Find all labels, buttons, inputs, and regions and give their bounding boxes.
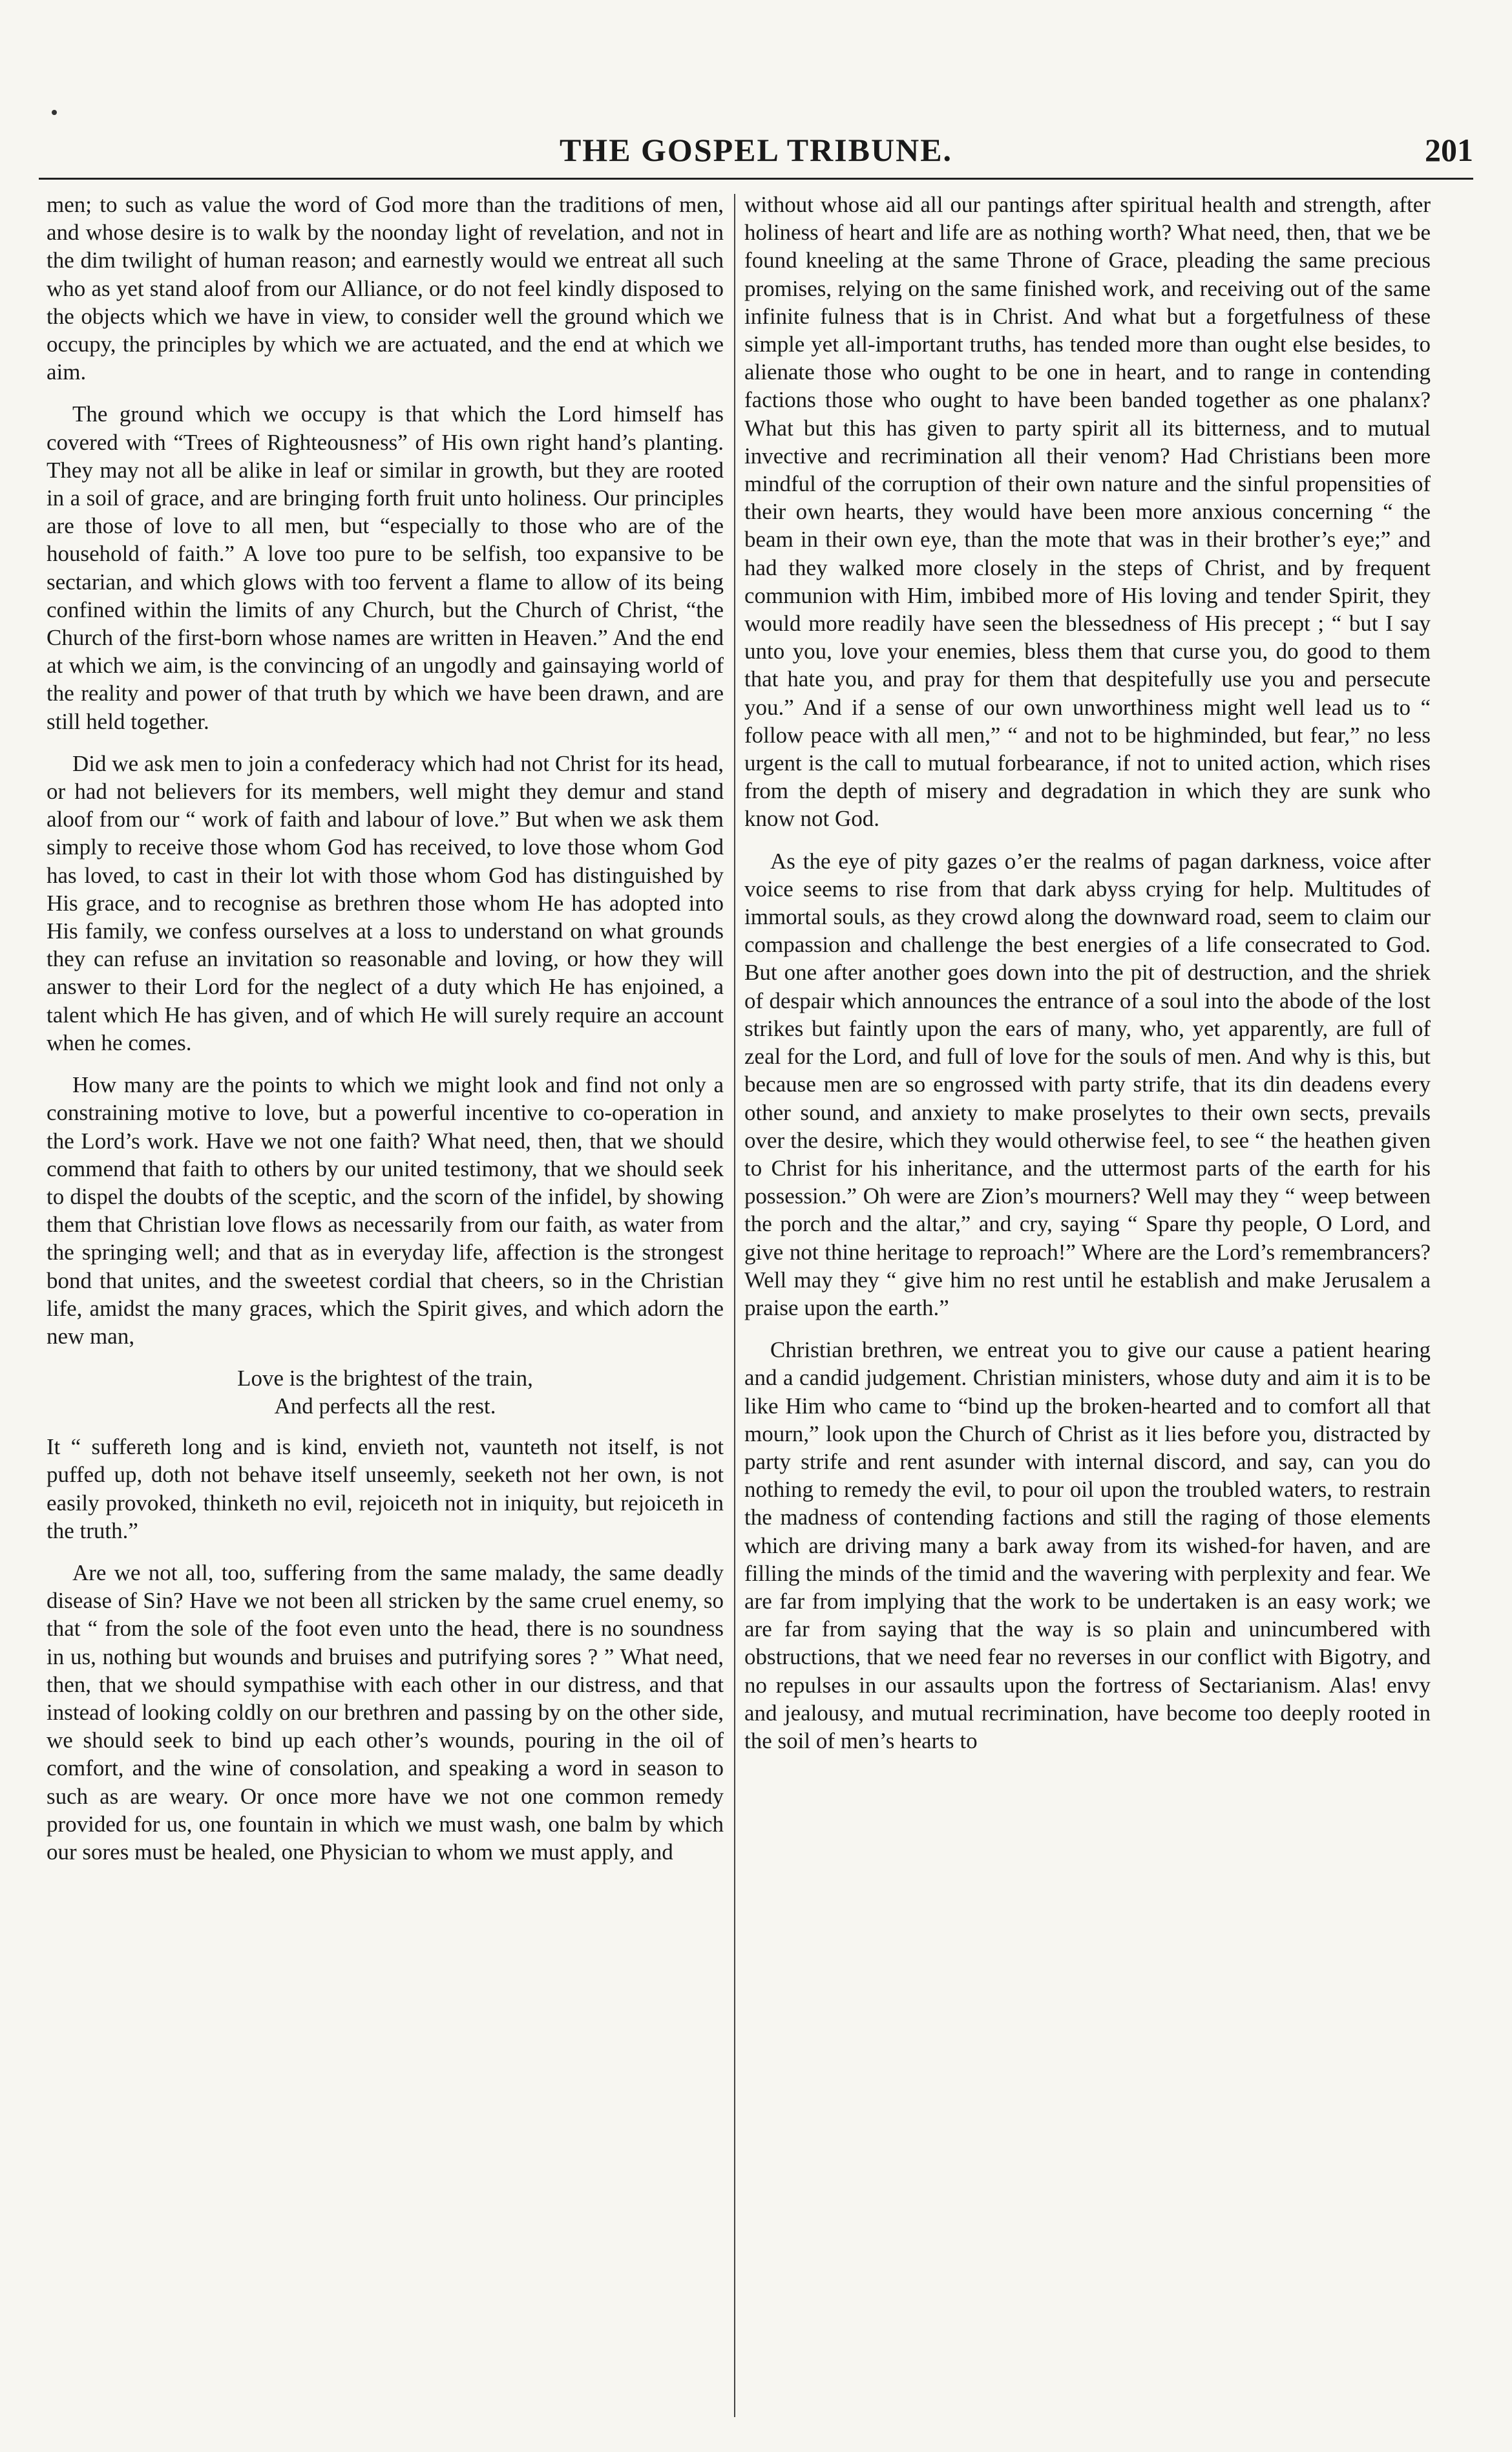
right-column	[744, 191, 1431, 2420]
paragraph: How many are the points to which we might look and find not only a constraining motive to love, but a powerful incentive to co-operation in the Lord’s work. Have we not one faith? What need, then, that we should commend that faith to others by our united testimony, that we should seek to dispel the doubts of the sceptic, and the scorn of the infidel, by showing them that Christian love flows as necessarily from our faith, as water from the springing well; and that as in everyday life, affection is the strongest bond that unites, and the sweetest cordial that cheers, so in the Christian life, amidst the many graces, which the Spirit gives, and which adorn the new man,	[47, 1072, 724, 1349]
page-number: 201	[1425, 132, 1473, 168]
publication-title: THE GOSPEL TRIBUNE.	[559, 132, 953, 168]
verse-line: And perfects all the rest.	[274, 1393, 496, 1419]
column-divider	[734, 194, 735, 2417]
paragraph: Are we not all, too, suffering from the same malady, the same deadly disease of Sin? Have we not been all stricken by the same cruel enemy, so that “ from the sole of the foot even unto the head, there is no soundness in us, nothing but wounds and bruises and putrifying sores ? ” What need, then, that we should sympathise with each other in our distress, and that instead of looking coldly on our brethren and passing by on the other side, we should seek to bind up each other’s wounds, pouring in the oil of comfort, and the wine of consolation, and speaking a word in season to such as are weary. Or once more have we not one common remedy provided for us, one fountain in which we must wash, one balm by which our sores must be healed, one Physician to whom we must apply, and	[47, 1559, 724, 1865]
left-column	[47, 191, 724, 2420]
verse-line: Love is the brightest of the train,	[237, 1366, 533, 1391]
paragraph: It “ suffereth long and is kind, envieth not, vaunteth not itself, is not puffed up, doth not behave itself unseemly, seeketh not her own, is not easily provoked, thinketh no evil, rejoiceth not in iniquity, but rejoiceth in the truth.”	[47, 1434, 724, 1543]
verse-quote	[47, 1364, 724, 1420]
paragraph: Christian brethren, we entreat you to give our cause a patient hearing and a candid judgement. Christian ministers, whose duty and aim it is to be like Him who came to “bind up the broken-hearted and to comfort all that mourn,” look upon the Church of Christ as it lies before you, distracted by party strife and rent asunder with internal discord, and say, can you do nothing to remedy the evil, to pour oil upon the troubled waters, to restrain the madness of contending factions and still the raging of those elements which are driving many a bark away from its wished-for haven, and are filling the minds of the timid and the wavering with perplexity and fear. We are far from implying that the work to be undertaken is an easy work; we are far from saying that the way is so plain and unincumbered with obstructions, that we need fear no reverses in our conflict with Bigotry, and no repulses in our assaults upon the fortress of Sectarianism. Alas! envy and jealousy, and mutual recrimination, have become too deeply rooted in the soil of men’s hearts to	[744, 1337, 1431, 1753]
ink-dot	[52, 110, 57, 115]
paragraph: without whose aid all our pantings after spiritual health and strength, after holiness of heart and life are as nothing worth? What need, then, that we be found kneeling at the same Throne of Grace, pleading the same precious promises, relying on the same finished work, and receiving out of the same infinite fulness that is in Christ. And what but a forgetfulness of these simple yet all-important truths, has tended more than ought else besides, to alienate those who ought to be one in heart, and to range in contending factions those who ought to have been banded together as one phalanx? What but this has given to party spirit all its bitterness, and to mutual invective and recrimination all their venom? Had Christians been more mindful of the corruption of their own nature and the sinful propensities of their own hearts, they would have been more anxious concerning “ the beam in their own eye, than the mote that was in their brother’s eye;” and had they walked more closely in the steps of Christ, and by frequent communion with Him, imbibed more of His loving and tender Spirit, they would more readily have seen the blessedness of His precept ; “ but I say unto you, love your enemies, bless them that curse you, do good to them that hate you, and pray for them that despitefully use you and persecute you.” And if a sense of our own unworthiness might well lead us to “ follow peace with all men,” “ and not to be highminded, but fear,” no less urgent is the call to mutual forbearance, if not to united action, which rises from the depth of misery and degradation in which they are sunk who know not God.	[744, 192, 1431, 832]
paragraph: The ground which we occupy is that which the Lord himself has covered with “Trees of Righteousness” of His own right hand’s planting. They may not all be alike in leaf or similar in growth, but they are rooted in a soil of grace, and are bringing forth fruit unto holiness. Our principles are those of love to all men, but “especially to those who are of the household of faith.” A love too pure to be selfish, too expansive to be sectarian, and which glows with too fervent a flame to allow of its being confined within the limits of any Church, but the Church of Christ, “the Church of the first-born whose names are written in Heaven.” And the end at which we aim, is the convincing of an ungodly and gainsaying world of the reality and power of that truth by which we have been drawn, and are still held together.	[47, 401, 724, 734]
paragraph: Did we ask men to join a confederacy which had not Christ for its head, or had not believers for its members, well might they demur and stand aloof from our “ work of faith and labour of love.” But when we ask them simply to receive those whom God has received, to love those whom God has loved, to cast in their lot with those whom God has distinguished by His grace, and to recognise as brethren those whom He has adopted into His family, we confess ourselves at a loss to understand on what grounds they can refuse an invitation so reasonable and loving, or how they will answer to their Lord for the neglect of a duty which He has enjoined, a talent which He has given, and of which He will surely require an account when he comes.	[47, 750, 724, 1055]
page-header	[39, 126, 1473, 180]
paragraph: men; to such as value the word of God more than the traditions of men, and whose desire is to walk by the noonday light of revelation, and not in the dim twilight of human reason; and earnestly would we entreat all such who as yet stand aloof from our Alliance, or do not feel kindly disposed to the objects which we have in view, to consider well the ground which we occupy, the principles by which we are actuated, and the end at which we aim.	[47, 192, 724, 385]
paragraph: As the eye of pity gazes o’er the realms of pagan darkness, voice after voice seems to rise from that dark abyss crying for help. Multitudes of immortal souls, as they crowd along the downward road, seem to claim our compassion and challenge the best energies of a life consecrated to God. But one after another goes down into the pit of destruction, and the shriek of despair which announces the entrance of a soul into the abode of the lost strikes but faintly upon the ears of many, who, yet apparently, are full of zeal for the Lord, and full of love for the souls of men. And why is this, but because men are so engrossed with party strife, that its din deadens every other sound, and anxiety to make proselytes to their own sects, prevails over the desire, which they would otherwise feel, to see “ the heathen given to Christ for his inheritance, and the uttermost parts of the earth for his possession.” Oh were are Zion’s mourners? Well may they “ weep between the porch and the altar,” and cry, saying “ Spare thy people, O Lord, and give not thine heritage to reproach!” Where are the Lord’s remembrancers? Well may they “ give him no rest until he establish and make Jerusalem a praise upon the earth.”	[744, 848, 1431, 1320]
